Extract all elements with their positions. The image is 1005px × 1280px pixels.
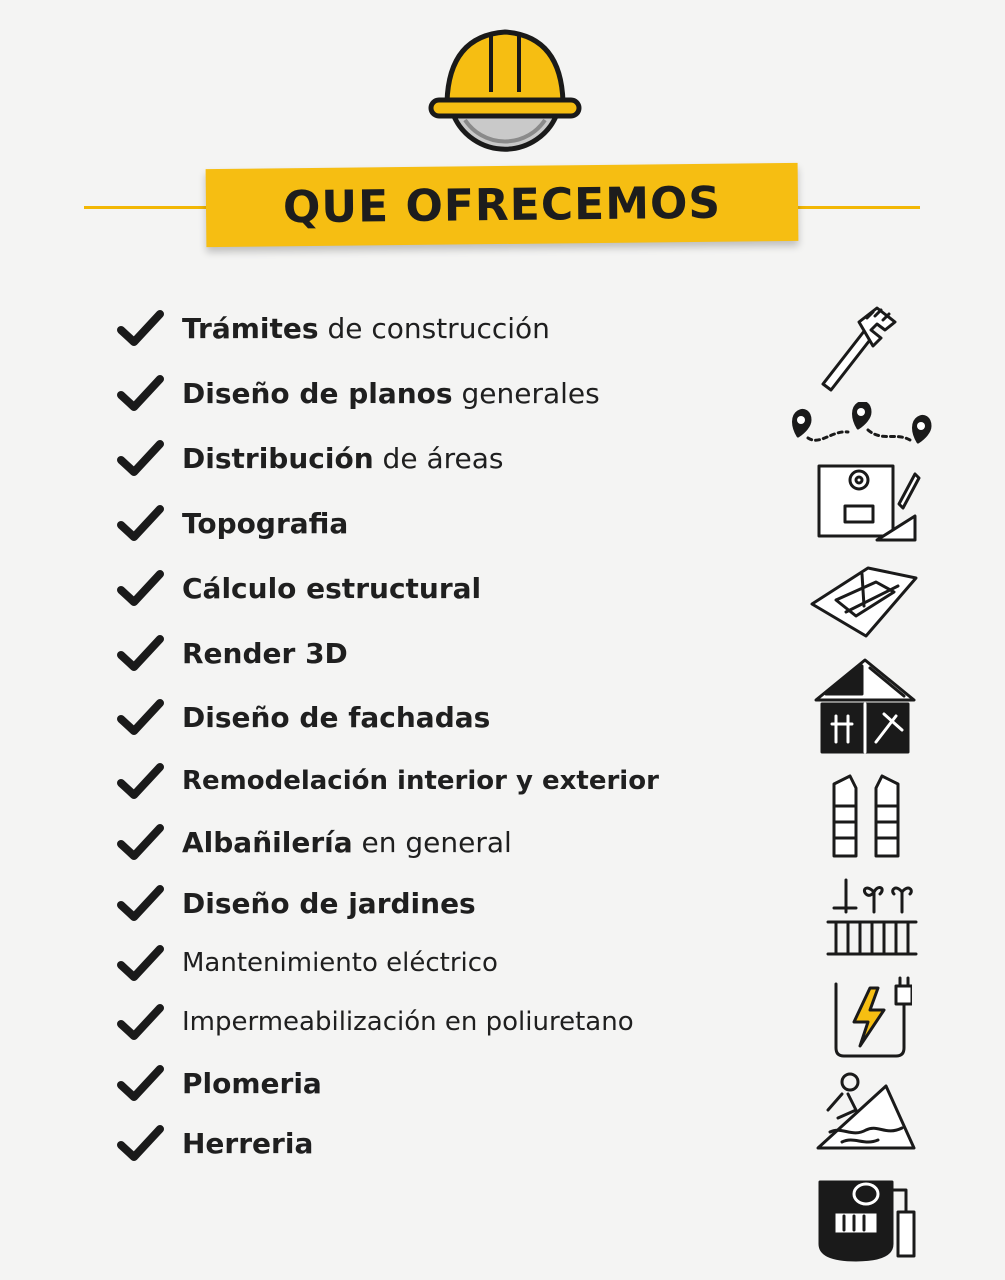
list-item <box>116 938 766 988</box>
service-label: Remodelación interior y exterior <box>182 766 659 796</box>
service-label: Diseño de jardines <box>182 886 476 920</box>
list-item <box>116 498 766 548</box>
service-label: Albañilería en general <box>182 825 512 859</box>
list-item <box>116 997 766 1047</box>
roof-worker-icon <box>812 1070 918 1152</box>
hard-hat-icon <box>425 22 585 172</box>
service-label: Trámites de construcción <box>182 311 550 345</box>
list-item <box>116 692 766 742</box>
page-title: QUE OFRECEMOS <box>282 177 722 233</box>
list-item <box>116 628 766 678</box>
route-map-icon <box>786 402 932 452</box>
service-label: Mantenimiento eléctrico <box>182 948 498 978</box>
check-icon <box>116 822 164 862</box>
check-icon <box>116 1123 164 1163</box>
check-icon <box>116 697 164 737</box>
house-tools-icon <box>812 656 918 756</box>
list-item <box>116 756 766 806</box>
service-label: Plomeria <box>182 1066 322 1100</box>
service-label: Diseño de fachadas <box>182 700 491 734</box>
check-icon <box>116 373 164 413</box>
check-icon <box>116 438 164 478</box>
check-icon <box>116 308 164 348</box>
check-icon <box>116 503 164 543</box>
service-label: Impermeabilización en poliuretano <box>182 1007 634 1037</box>
electric-plug-icon <box>826 974 912 1060</box>
check-icon <box>116 943 164 983</box>
check-icon <box>116 568 164 608</box>
list-item <box>116 303 766 353</box>
pipe-wrench-icon <box>815 300 901 392</box>
title-rule-right <box>798 206 920 209</box>
service-label: Cálculo estructural <box>182 571 482 605</box>
list-item <box>116 878 766 928</box>
list-item <box>116 563 766 613</box>
construction-vest-icon <box>828 772 904 860</box>
check-icon <box>116 761 164 801</box>
title-rule-left <box>84 206 210 209</box>
check-icon <box>116 883 164 923</box>
list-item <box>116 1118 766 1168</box>
service-label: Distribución de áreas <box>182 441 504 475</box>
welding-machine-icon <box>816 1172 916 1266</box>
service-label: Render 3D <box>182 636 348 670</box>
list-item <box>116 433 766 483</box>
service-label: Topografia <box>182 506 349 540</box>
list-item <box>116 368 766 418</box>
list-item <box>116 817 766 867</box>
floor-plan-icon <box>806 560 922 640</box>
check-icon <box>116 1063 164 1103</box>
service-label: Herreria <box>182 1126 314 1160</box>
blueprint-design-icon <box>815 460 921 544</box>
check-icon <box>116 633 164 673</box>
check-icon <box>116 1002 164 1042</box>
title-banner <box>206 163 799 247</box>
garden-fence-icon <box>826 876 918 960</box>
list-item <box>116 1058 766 1108</box>
service-label: Diseño de planos generales <box>182 376 600 410</box>
